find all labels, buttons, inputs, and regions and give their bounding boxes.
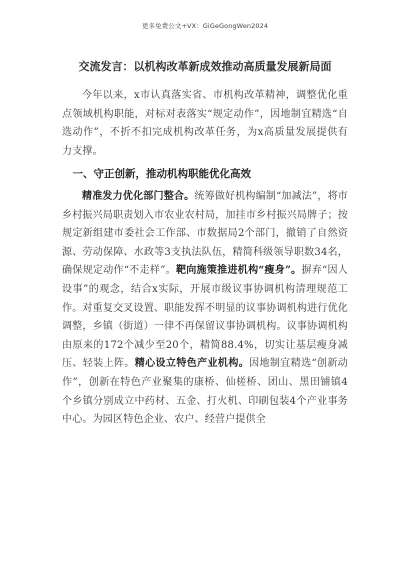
paragraph-text: 因地制宜精选“创新动作”，创新在特色产业聚集的康桥、仙槎桥、团山、黑田铺镇4个乡镇分别成立中药材、五金、打火机、印刷包装4个产业事务中心。为园区特色企业、农户、经营户提供全 [62, 358, 348, 426]
paragraph-text: 摒弃“因人设事”的观念，结合x实际，开展市级议事协调机构清理规范工作。对重复交叉设置、职能发挥不明显的议事协调机构进行优化调整，乡镇（街道）一律不再保留议事协调机构。议事协调机构由原来的172个减少至20个，精简88.4%，切实让基层瘦身减压、轻装上阵。 [62, 265, 348, 370]
bold-lead: 精准发力优化部门整合。 [82, 190, 195, 202]
document-title: 交流发言：以机构改革新成效推动高质量发展新局面 [78, 60, 332, 73]
paragraph-text: 统筹做好机构编制“加减法”，将市乡村振兴局职责划入市农业农村局，加挂市乡村振兴局牌子；按规定新组建市委社会工作部、市数据局2个部门，撤销了自然资源、劳动保障、水政等3支执法队伍，精简科级领导职数34名，确保规定动作“不走样”。 [62, 190, 348, 277]
bold-lead: 靶向施策推进机构“瘦身”。 [175, 265, 302, 277]
bold-lead: 精心设立特色产业机构。 [134, 358, 250, 370]
document-body [62, 60, 348, 430]
section-paragraph [62, 188, 348, 430]
section-heading: 一、守正创新，推动机构职能优化高效 [72, 168, 251, 181]
header-note: 更多免费公文+VX：GiGeGongWen2024 [141, 22, 269, 30]
intro-paragraph: 今年以来，x市认真落实省、市机构改革精神，调整优化重点领域机构职能，对标对表落实“规定动作”，因地制宜精选“自选动作”，不折不扣完成机构改革任务，为x高质量发展提供有力支撑。 [62, 90, 348, 157]
